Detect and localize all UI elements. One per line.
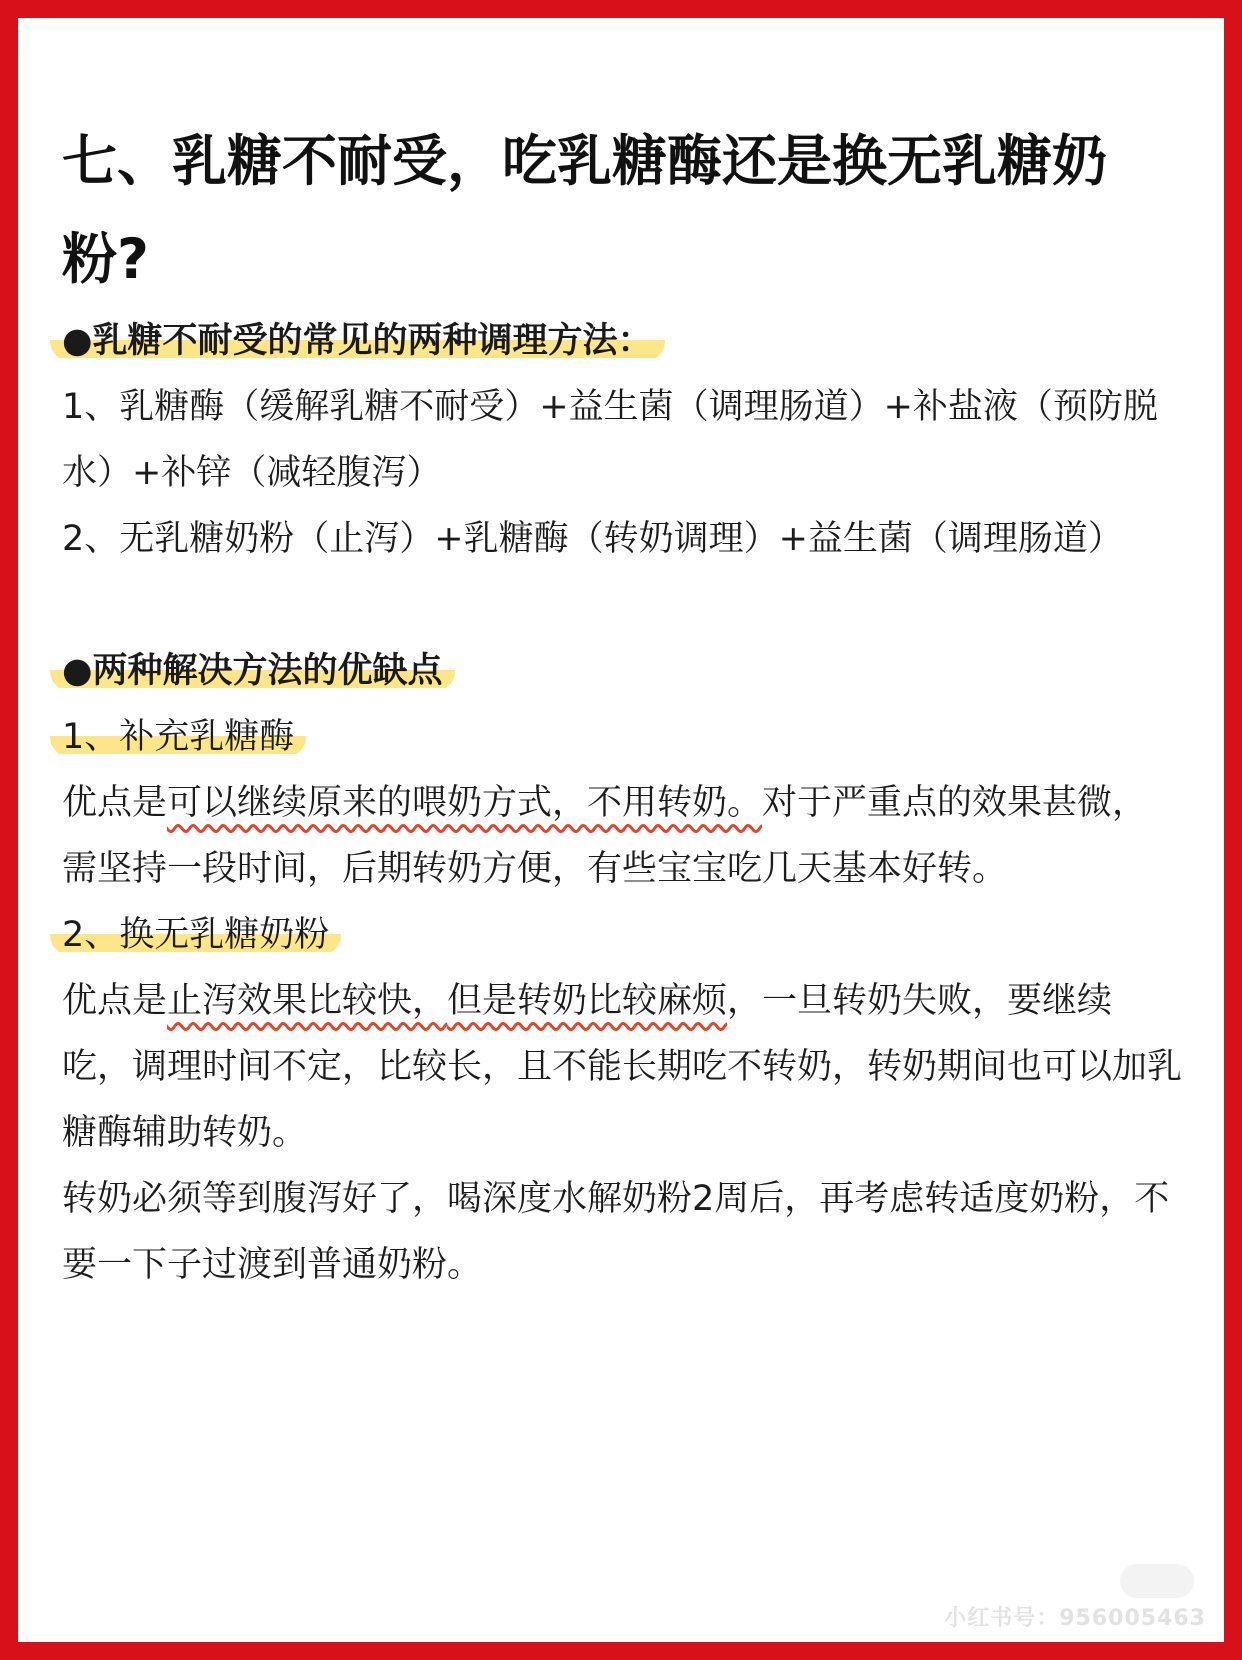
option1-prefix: 优点是 <box>62 783 168 823</box>
section1-item2: 2、无乳糖奶粉（止泻）+乳糖酶（转奶调理）+益生菌（调理肠道） <box>62 519 1123 559</box>
section2-heading <box>62 638 1182 704</box>
option2-paragraph <box>62 968 1182 1166</box>
watermark-text: 小红书号：956005463 <box>944 1606 1206 1631</box>
option2-paragraph-2: 转奶必须等到腹泻好了，喝深度水解奶粉2周后，再考虑转适度奶粉，不要一下子过渡到普通奶粉。 <box>62 1179 1170 1285</box>
option1-rest: 对于严重点的效果甚微，需坚持一段时间，后期转奶方便，有些宝宝吃几天基本好转。 <box>62 783 1148 889</box>
option2-underlined-text-1: 止泻效果比较快， <box>167 981 448 1021</box>
section1-heading <box>62 308 1182 374</box>
option2-label-text: 2、换无乳糖奶粉 <box>50 915 341 955</box>
option1-label-text: 1、补充乳糖酶 <box>50 717 306 757</box>
spacer <box>62 572 1182 638</box>
option1-paragraph <box>62 770 1182 902</box>
option1-label <box>62 704 1182 770</box>
article-title: 七、乳糖不耐受，吃乳糖酶还是换无乳糖奶粉? <box>62 129 1108 291</box>
section1-heading-text: ●乳糖不耐受的常见的两种调理方法： <box>50 321 665 361</box>
option2-prefix: 优点是 <box>62 981 168 1021</box>
option2-label <box>62 902 1182 968</box>
article-content <box>62 112 1182 1298</box>
section2-heading-text: ●两种解决方法的优缺点 <box>50 651 455 691</box>
option2-underlined-text-2: 但是转奶比较麻烦 <box>447 981 728 1021</box>
option1-underlined-text: 可以继续原来的喂奶方式，不用转奶。 <box>167 783 763 823</box>
option2-rest: ，一旦转奶失败，要继续吃，调理时间不定，比较长，且不能长期吃不转奶，转奶期间也可以加乳糖酶辅助转奶。 <box>62 981 1183 1153</box>
watermark-logo-icon <box>1120 1564 1194 1598</box>
section1-item1: 1、乳糖酶（缓解乳糖不耐受）+益生菌（调理肠道）+补盐液（预防脱水）+补锌（减轻腹泻） <box>62 387 1158 493</box>
